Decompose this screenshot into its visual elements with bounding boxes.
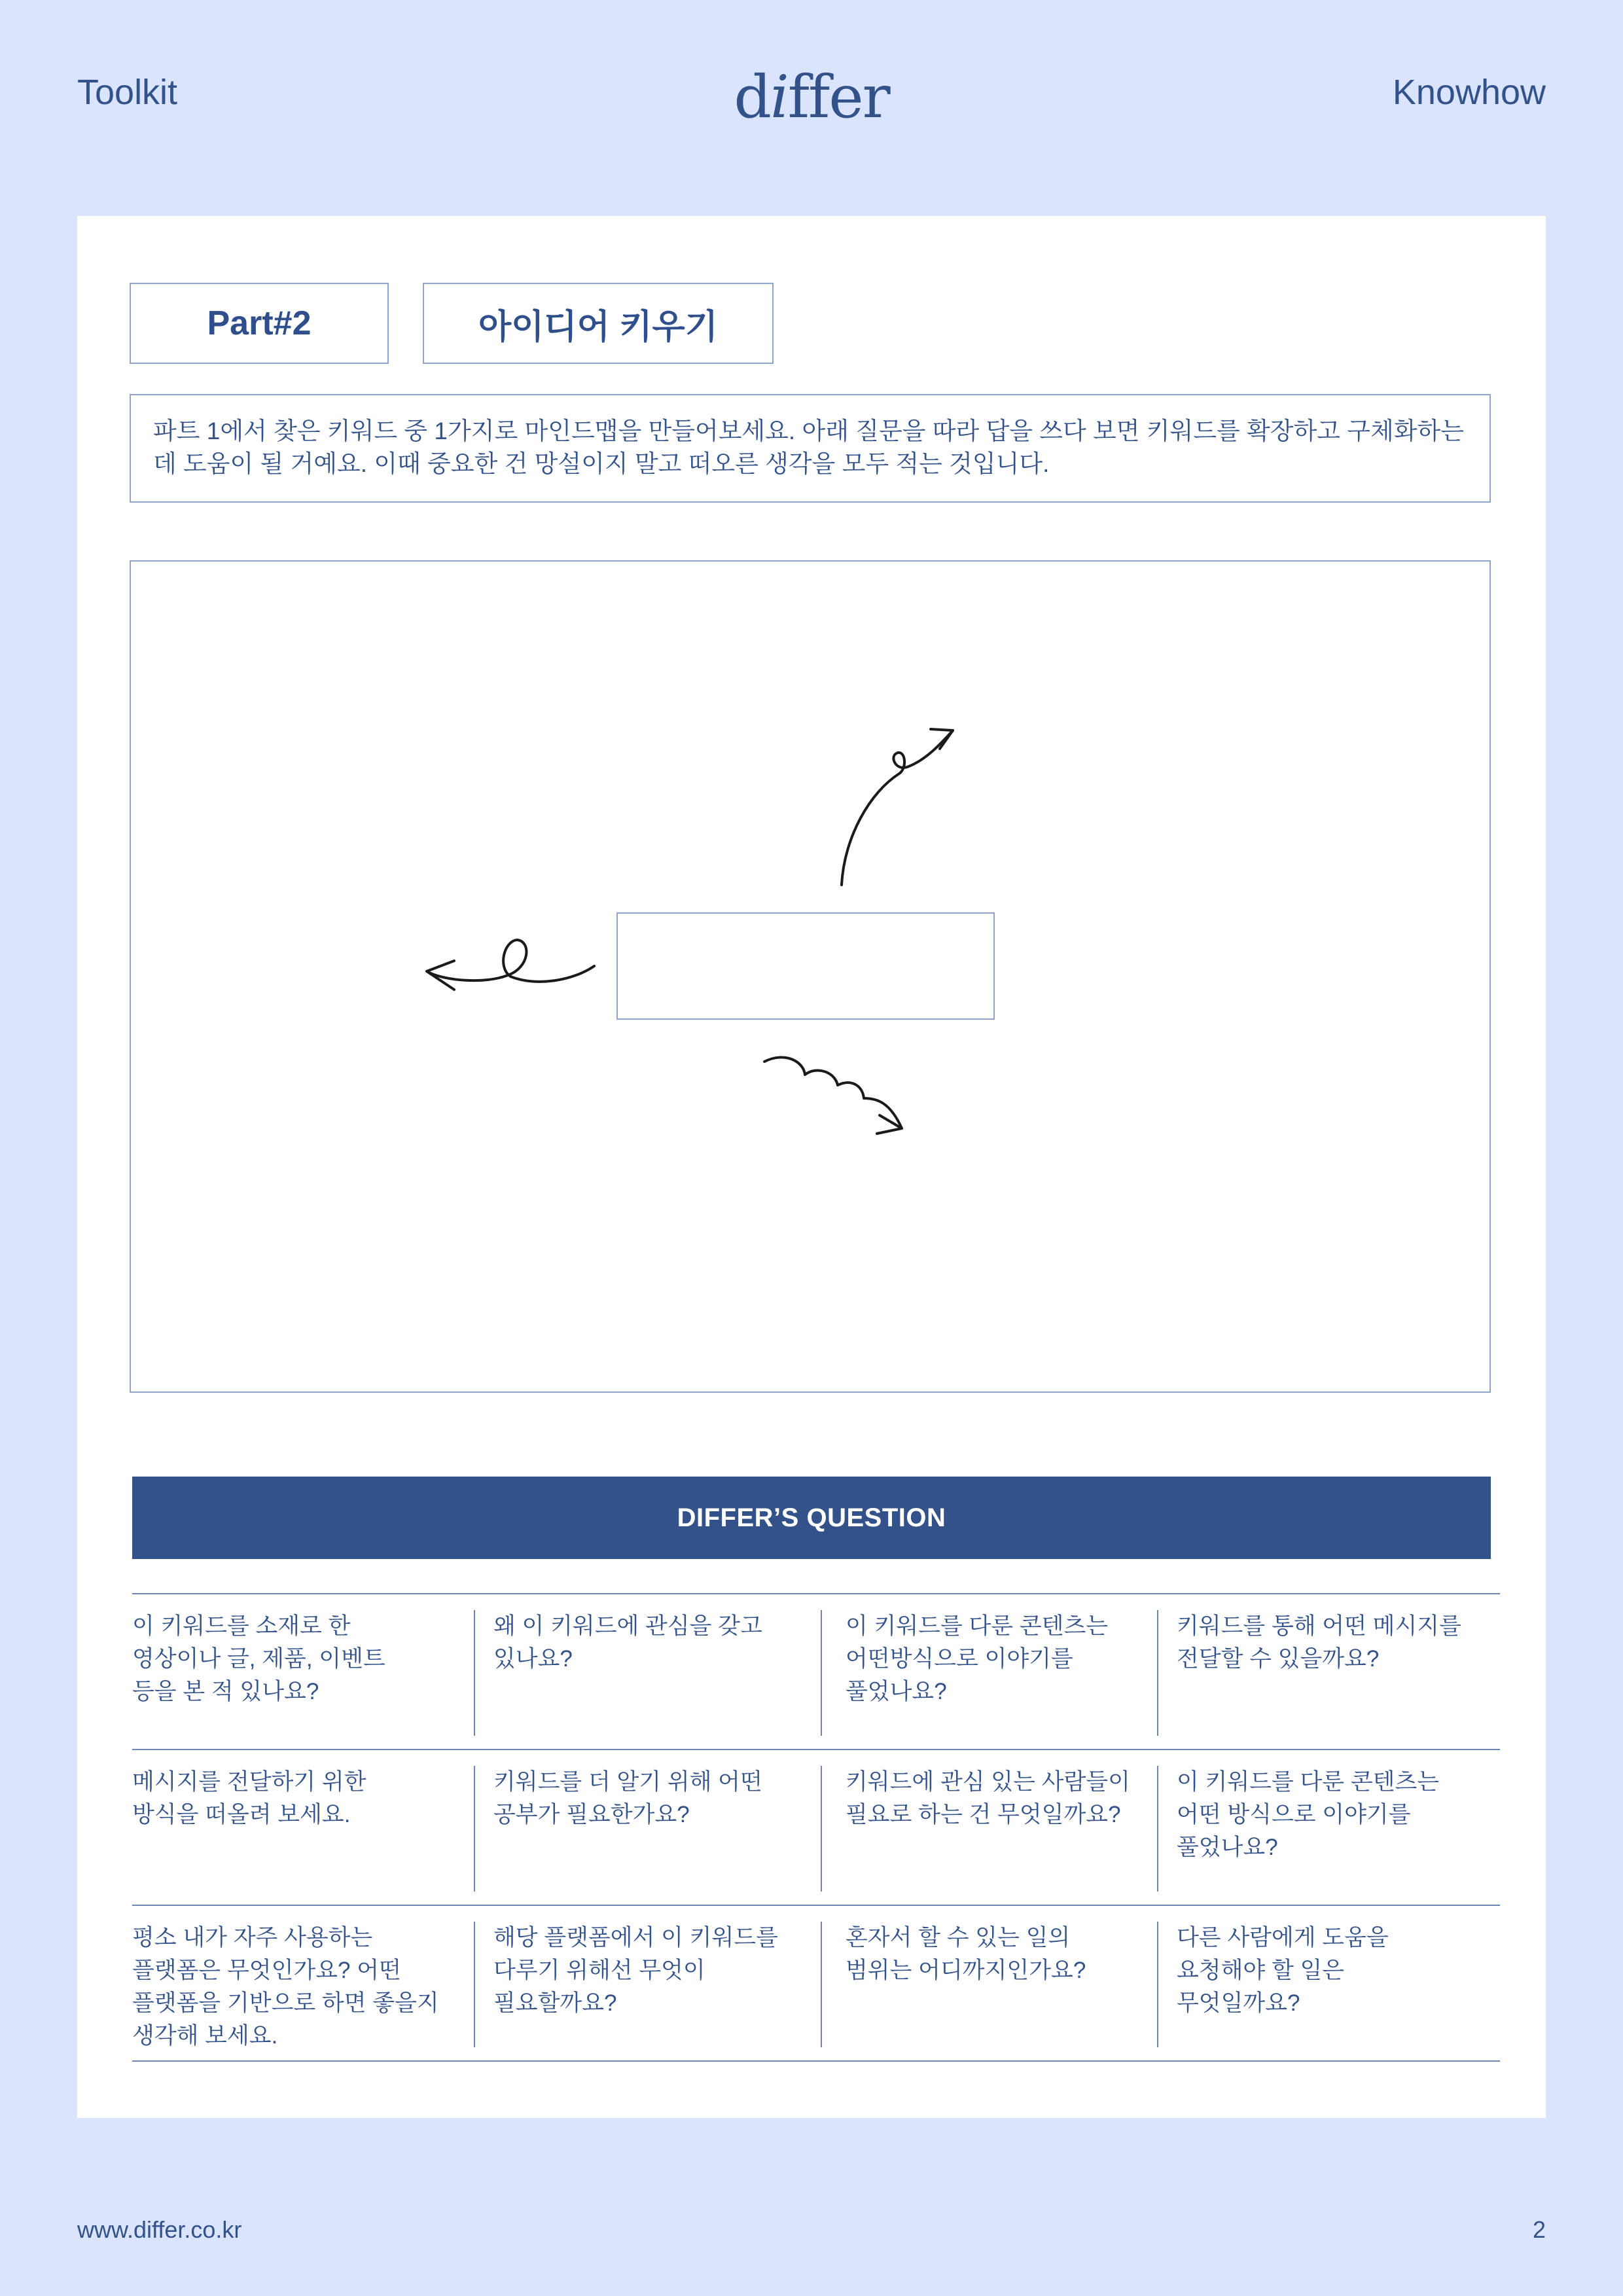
center-keyword-box[interactable] [616, 912, 995, 1020]
question-cell: 메시지를 전달하기 위한 방식을 떠올려 보세요. [132, 1769, 366, 1827]
header-knowhow: Knowhow [1392, 73, 1546, 112]
question-row [132, 1750, 1500, 1906]
website-link[interactable]: www.differ.co.kr [77, 2216, 242, 2243]
question-row [132, 1906, 1500, 2062]
arrow-left-icon-head [427, 961, 454, 990]
arrow-down-right-icon-head [877, 1115, 902, 1134]
question-row [132, 1594, 1500, 1750]
question-cell: 이 키워드를 소재로 한 영상이나 글, 제품, 이벤트 등을 본 적 있나요? [132, 1613, 385, 1704]
question-cell: 해당 플랫폼에서 이 키워드를 다루기 위해선 무엇이 필요할까요? [474, 1906, 821, 2060]
question-cell: 키워드에 관심 있는 사람들이 필요로 하는 건 무엇일까요? [821, 1750, 1157, 1905]
question-cell: 다른 사람에게 도움을 요청해야 할 일은 무엇일까요? [1157, 1906, 1500, 2060]
question-bar: DIFFER’S QUESTION [132, 1477, 1491, 1559]
question-grid [132, 1593, 1500, 2062]
page-number: 2 [1532, 2216, 1546, 2243]
header-toolkit: Toolkit [77, 73, 178, 112]
question-cell: 이 키워드를 다룬 콘텐츠는 어떤방식으로 이야기를 풀었나요? [821, 1594, 1157, 1749]
arrow-up-right-icon [842, 730, 953, 885]
mindmap-area[interactable] [130, 560, 1491, 1393]
worksheet-card [77, 216, 1546, 2118]
question-cell: 키워드를 더 알기 위해 어떤 공부가 필요한가요? [474, 1750, 821, 1905]
part-title: 아이디어 키우기 [423, 283, 774, 364]
differ-logo: differ [734, 63, 889, 132]
intro-text: 파트 1에서 찾은 키워드 중 1가지로 마인드맵을 만들어보세요. 아래 질문을 따라 답을 쓰다 보면 키워드를 확장하고 구체화하는 데 도움이 될 거예요. 이때 중요한 건 망설이지 말고 떠오른 생각을 모두 적는 것입니다. [130, 394, 1491, 503]
question-cell: 평소 내가 자주 사용하는 플랫폼은 무엇인가요? 어떤 플랫폼을 기반으로 하면 좋을지 생각해 보세요. [132, 1925, 439, 2049]
question-cell: 이 키워드를 다룬 콘텐츠는 어떤 방식으로 이야기를 풀었나요? [1157, 1750, 1500, 1905]
arrow-up-right-icon-head [931, 729, 953, 749]
question-cell: 왜 이 키워드에 관심을 갖고 있나요? [474, 1594, 821, 1749]
question-cell: 키워드를 통해 어떤 메시지를 전달할 수 있을까요? [1157, 1594, 1500, 1749]
question-cell: 혼자서 할 수 있는 일의 범위는 어디까지인가요? [821, 1906, 1157, 2060]
part-label: Part#2 [130, 283, 389, 364]
